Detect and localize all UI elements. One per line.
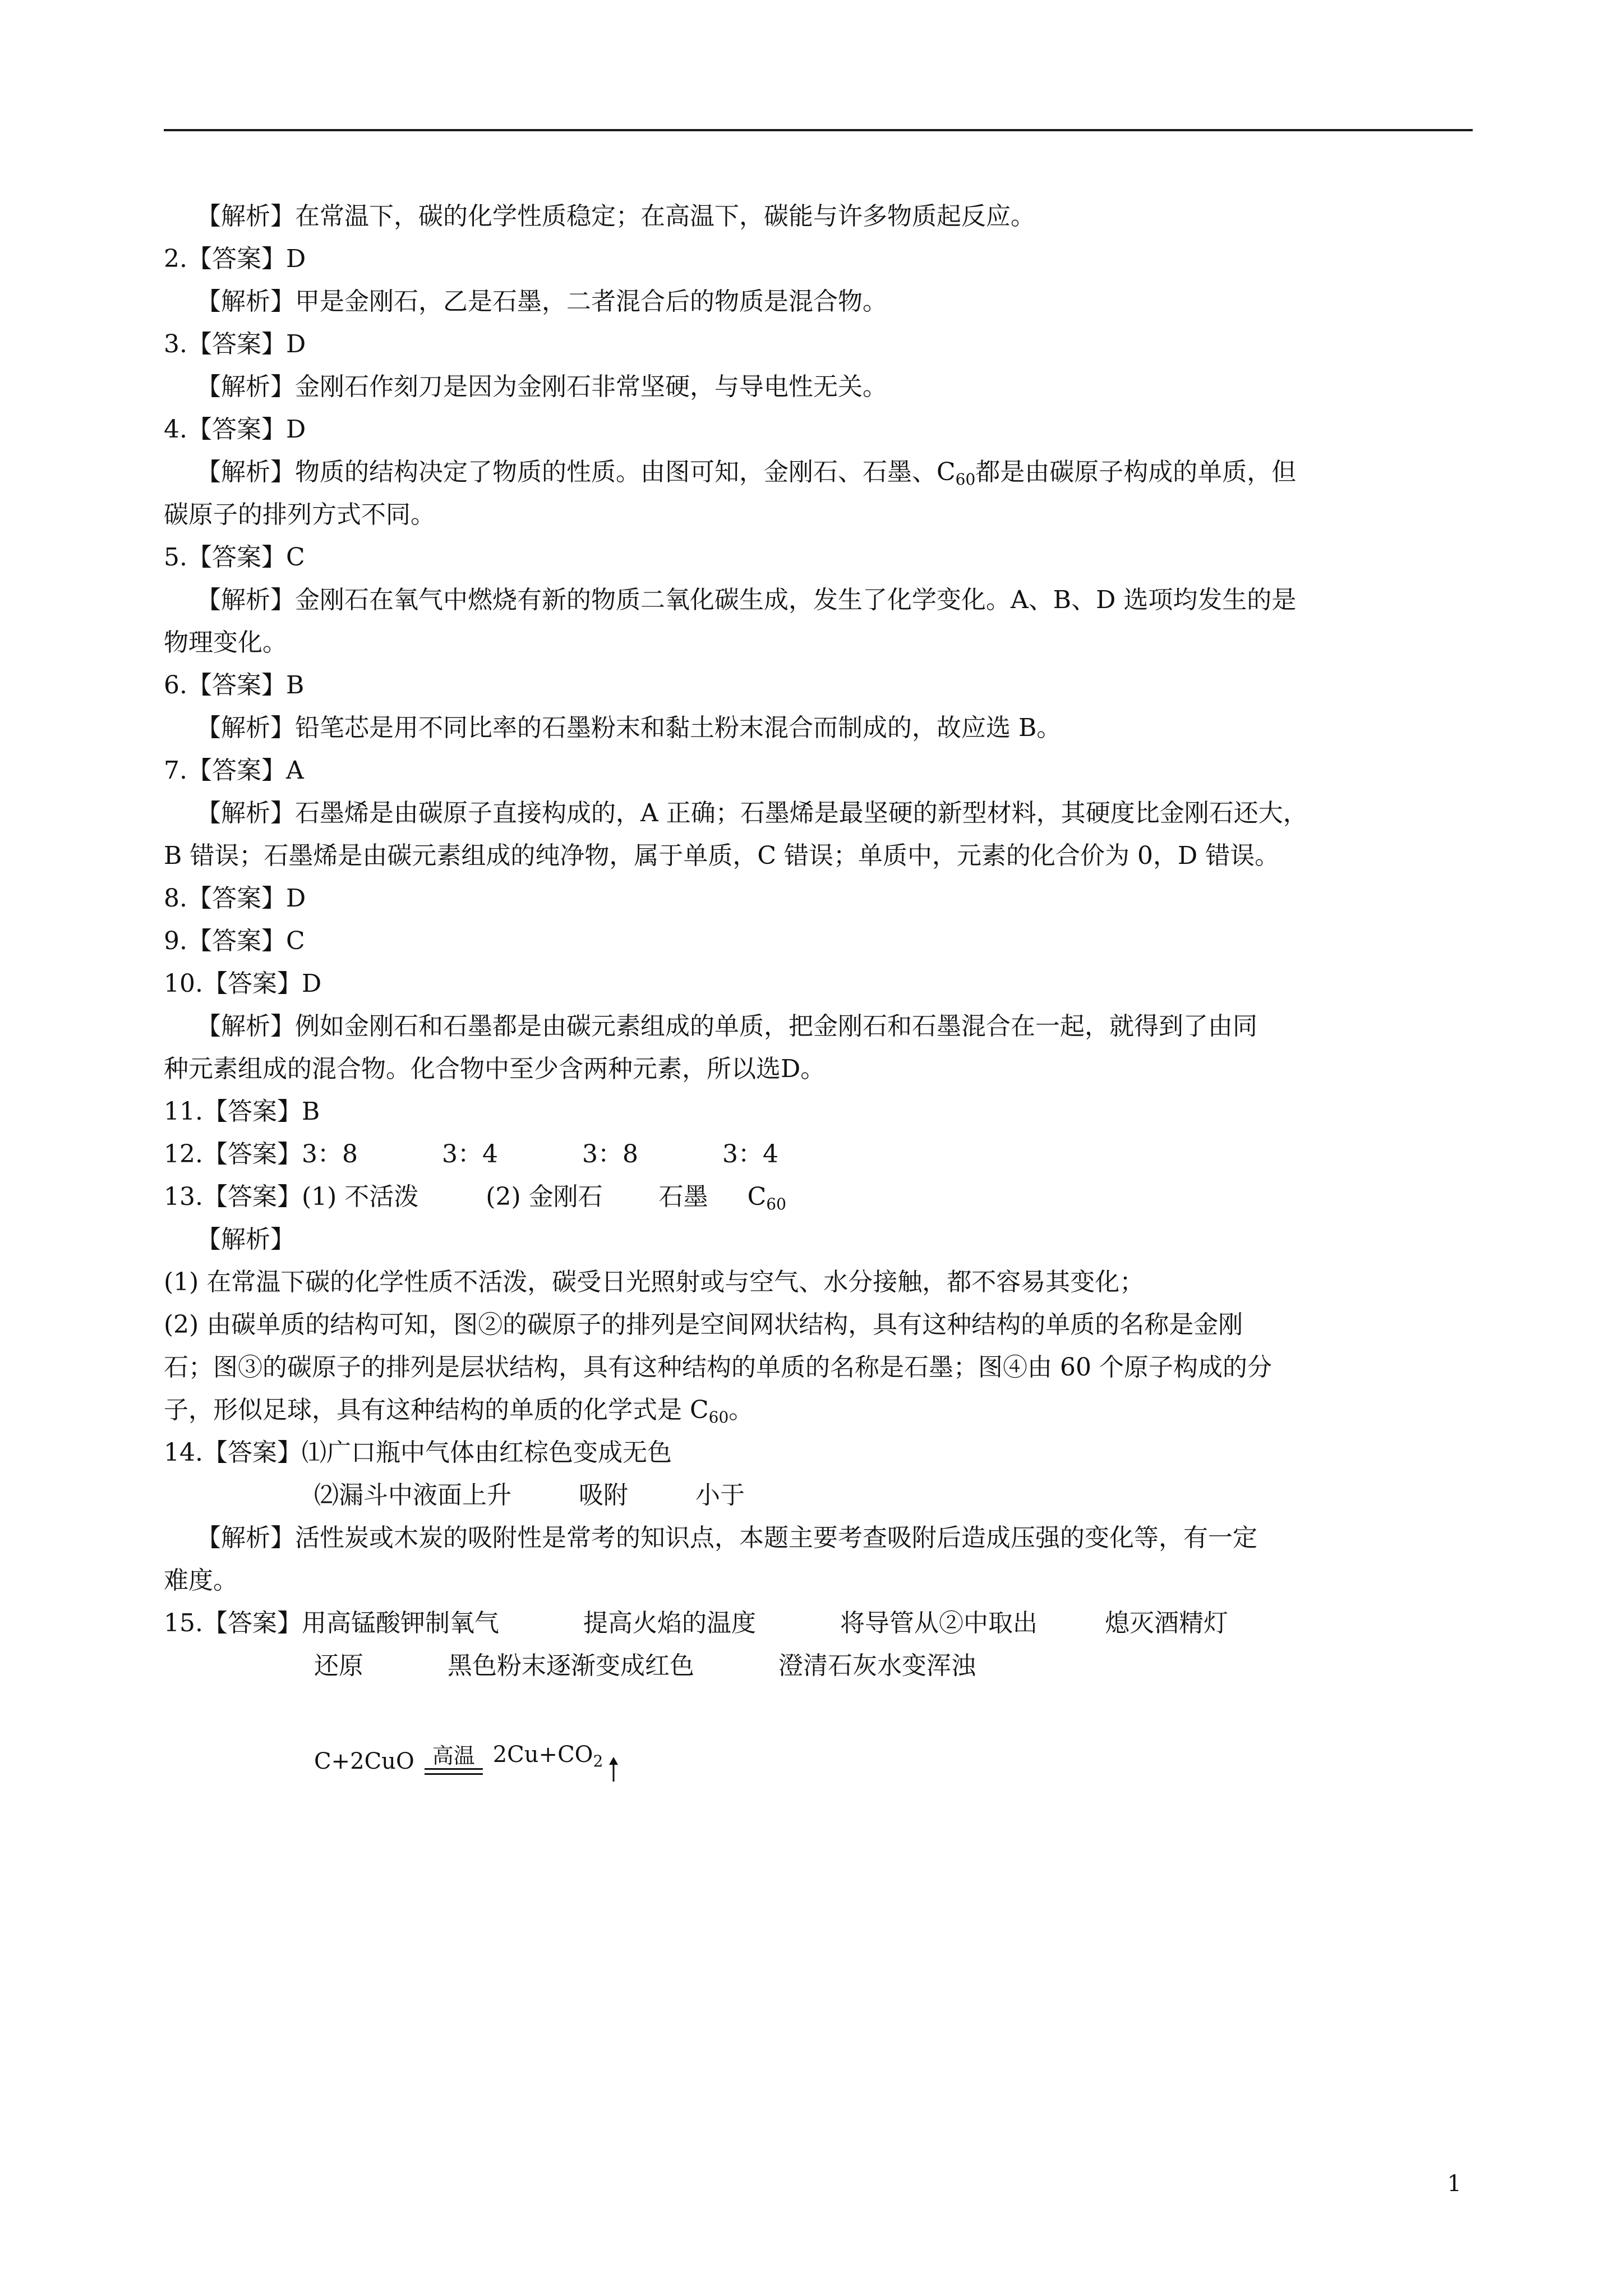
- q3-analysis: 【解析】金刚石作刻刀是因为金刚石非常坚硬，与导电性无关。: [196, 372, 887, 401]
- q15-answer: [164, 1602, 1473, 1645]
- q14-answer-cont: [164, 1474, 1473, 1517]
- q13-answer: [164, 1176, 1473, 1218]
- q4-analysis-cont: 碳原子的排列方式不同。: [164, 500, 435, 529]
- q14-answer: 14.【答案】⑴广口瓶中气体由红棕色变成无色: [164, 1438, 672, 1467]
- q7-analysis: 【解析】石墨烯是由碳原子直接构成的，A 正确；石墨烯是最坚硬的新型材料，其硬度比金刚石还大，: [196, 799, 1308, 827]
- q13-part-2: (2) 金刚石: [486, 1182, 603, 1211]
- header-rule: [164, 129, 1473, 131]
- q7-analysis-cont: B 错误；石墨烯是由碳元素组成的纯净物，属于单质，C 错误；单质中，元素的化合价为 0，D 错误。: [164, 841, 1280, 870]
- q15-answer-cont: [164, 1645, 1473, 1687]
- q13-analysis-2-end: [164, 1389, 1473, 1432]
- q13-part-4: C: [747, 1182, 767, 1211]
- subscript: 60: [955, 470, 976, 489]
- q9-answer: 9.【答案】C: [164, 927, 305, 955]
- subscript: 60: [708, 1408, 729, 1427]
- chemical-equation: [164, 1715, 1473, 1783]
- q4-answer: 4.【答案】D: [164, 415, 306, 444]
- q10-analysis: 【解析】例如金刚石和石墨都是由碳元素组成的单质，把金刚石和石墨混合在一起，就得到了由同: [196, 1012, 1257, 1041]
- q4-analysis-text-b: 都是由碳原子构成的单质，但: [975, 458, 1297, 486]
- reaction-condition: [425, 1743, 483, 1783]
- q2-answer: 2.【答案】D: [164, 245, 306, 273]
- q12-ratio-4: 3：4: [722, 1140, 778, 1168]
- q13-analysis-text: 子，形似足球，具有这种结构的单质的化学式是 C: [164, 1396, 709, 1424]
- q13-analysis-2-cont: 石；图③的碳原子的排列是层状结构，具有这种结构的单质的名称是石墨；图④由 60 个原子构成的分: [164, 1353, 1272, 1382]
- q12-ratio-2: 3：4: [441, 1140, 498, 1168]
- condition-label: 高温: [432, 1743, 475, 1768]
- q4-analysis-text-a: 【解析】物质的结构决定了物质的性质。由图可知，金刚石、石墨、C: [196, 458, 956, 486]
- q13-analysis-1: (1) 在常温下碳的化学性质不活泼，碳受日光照射或与空气、水分接触，都不容易其变化；: [164, 1268, 1145, 1296]
- q14-part-4: 小于: [695, 1481, 745, 1510]
- q13-analysis-period: 。: [728, 1396, 754, 1424]
- q12-ratio-3: 3：8: [582, 1140, 638, 1168]
- q1-analysis: 【解析】在常温下，碳的化学性质稳定；在高温下，碳能与许多物质起反应。: [196, 202, 1035, 231]
- equation-reactants: C+2CuO: [314, 1749, 414, 1774]
- q14-part-2: ⑵漏斗中液面上升: [314, 1481, 511, 1510]
- q8-answer: 8.【答案】D: [164, 884, 306, 913]
- q13-analysis-2: (2) 由碳单质的结构可知，图②的碳原子的排列是空间网状结构，具有这种结构的单质的名称是金刚: [164, 1310, 1243, 1339]
- q11-answer: 11.【答案】B: [164, 1097, 320, 1126]
- q15-part-6: 黑色粉末逐渐变成红色: [448, 1651, 694, 1680]
- q12-ratio-1: 12.【答案】3：8: [164, 1140, 358, 1168]
- q15-part-3: 将导管从②中取出: [840, 1609, 1038, 1637]
- q15-part-2: 提高火焰的温度: [583, 1609, 756, 1637]
- subscript: 60: [766, 1195, 786, 1213]
- answer-content: [164, 195, 1473, 1783]
- q6-analysis: 【解析】铅笔芯是用不同比率的石墨粉末和黏土粉末混合而制成的，故应选 B。: [196, 714, 1062, 742]
- q15-part-1: 15.【答案】用高锰酸钾制氧气: [164, 1609, 499, 1637]
- q2-analysis: 【解析】甲是金刚石，乙是石墨，二者混合后的物质是混合物。: [196, 287, 887, 316]
- q15-part-4: 熄灭酒精灯: [1104, 1609, 1228, 1637]
- q5-analysis-cont: 物理变化。: [164, 628, 287, 657]
- q13-analysis-label: 【解析】: [196, 1225, 295, 1254]
- gas-arrow-icon: [607, 1757, 620, 1783]
- q13-part-3: 石墨: [658, 1182, 708, 1211]
- page-number: 1: [1447, 2171, 1461, 2197]
- equation-products: [493, 1733, 603, 1783]
- q14-part-3: 吸附: [579, 1481, 628, 1510]
- q5-answer: 5.【答案】C: [164, 543, 305, 572]
- q13-part-1: 13.【答案】(1) 不活泼: [164, 1182, 419, 1211]
- q15-part-7: 澄清石灰水变浑浊: [778, 1651, 976, 1680]
- q4-analysis: [164, 451, 1473, 494]
- q10-analysis-cont: 种元素组成的混合物。化合物中至少含两种元素，所以选D。: [164, 1055, 826, 1083]
- subscript: 2: [593, 1752, 603, 1770]
- q14-analysis-cont: 难度。: [164, 1566, 238, 1595]
- products-text: 2Cu+CO: [492, 1742, 593, 1768]
- q6-answer: 6.【答案】B: [164, 671, 305, 700]
- q15-part-5: 还原: [314, 1651, 363, 1680]
- q10-answer: 10.【答案】D: [164, 969, 322, 998]
- q7-answer: 7.【答案】A: [164, 756, 304, 785]
- q3-answer: 3.【答案】D: [164, 330, 306, 358]
- equals-bar: [425, 1768, 483, 1775]
- q12-answer: [164, 1133, 1473, 1176]
- q14-analysis: 【解析】活性炭或木炭的吸附性是常考的知识点，本题主要考查吸附后造成压强的变化等，有一定: [196, 1524, 1257, 1552]
- q5-analysis: 【解析】金刚石在氧气中燃烧有新的物质二氧化碳生成，发生了化学变化。A、B、D 选项均发生的是: [196, 586, 1297, 614]
